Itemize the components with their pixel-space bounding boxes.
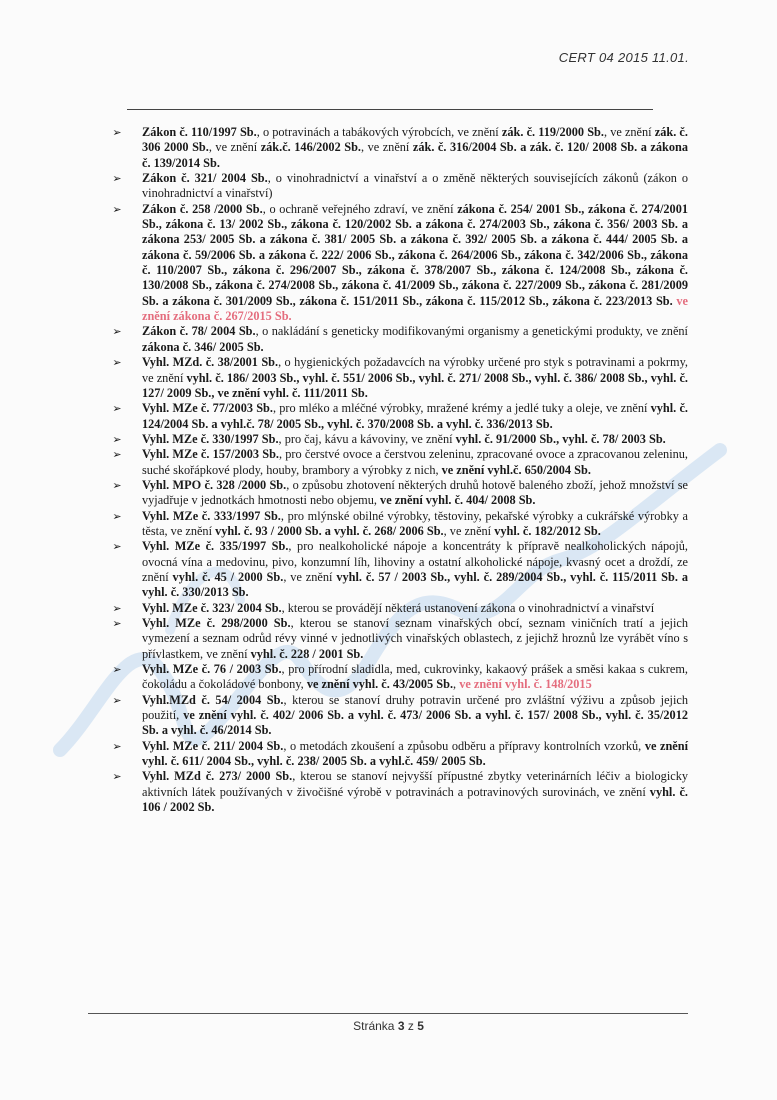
item-text: , kterou se stanoví seznam vinařských obcí, seznam viničních tratí a jejich vymezení a seznam odrůd révy vinné v jednotlivých vinařských oblastech, z jejichž hroznů lze vyrábět víno s přívlastkem, ve znění xyxy=(142,616,688,661)
highlighted-amendment: ve znění vyhl. č. 148/2015 xyxy=(459,677,592,692)
item-text: , o nakládání s geneticky modifikovanými organismy a genetickými produkty, ve znění xyxy=(255,324,688,339)
item-text: vyhl. č. 106 / 2002 Sb. xyxy=(142,784,689,815)
arrow-bullet-icon: ➢ xyxy=(112,770,122,784)
item-text: Vyhl. MPO č. 328 /2000 Sb. xyxy=(142,477,287,492)
item-text: , xyxy=(453,677,460,692)
arrow-bullet-icon: ➢ xyxy=(112,663,122,677)
list-item xyxy=(110,401,688,432)
item-text: , o metodách zkoušení a způsobu odběru a přípravy kontrolních vzorků, xyxy=(283,738,645,753)
item-text: , pro přírodní sladidla, med, cukrovinky, kakaový prášek a směsi kakaa s cukrem, čokoládu a čokoládové bonbony, xyxy=(142,662,688,692)
item-text: Vyhl. MZe č. 333/1997 Sb. xyxy=(142,508,281,523)
item-text: , ve znění xyxy=(208,140,261,155)
item-text: vyhl. č. 93 / 2000 Sb. a vyhl. č. 268/ 2006 Sb. xyxy=(215,523,444,538)
item-text: Zákon č. 321/ 2004 Sb. xyxy=(142,171,268,186)
list-item xyxy=(110,324,688,355)
list-item xyxy=(110,601,688,616)
item-text: vyhl. č. 45 / 2000 Sb. xyxy=(172,569,284,584)
highlighted-amendment: ve znění zákona č. 267/2015 Sb. xyxy=(142,293,688,324)
item-text: , pro čerstvé ovoce a čerstvou zeleninu, zpracované ovoce a zpracovanou zeleninu, suché skořápkové plody, houby, brambory a výrobky z nich, xyxy=(142,447,688,477)
item-text: Vyhl. MZe č. 330/1997 Sb. xyxy=(142,431,279,446)
list-item xyxy=(110,202,688,325)
item-text: , ve znění xyxy=(283,569,337,584)
arrow-bullet-icon: ➢ xyxy=(112,739,122,753)
arrow-bullet-icon: ➢ xyxy=(112,432,122,446)
item-text: ve znění vyhl. č. 43/2005 Sb. xyxy=(306,677,454,692)
arrow-bullet-icon: ➢ xyxy=(112,402,122,416)
arrow-bullet-icon: ➢ xyxy=(112,617,122,630)
item-text: vyhl. č. 182/2012 Sb. xyxy=(494,523,601,538)
list-item xyxy=(110,171,688,202)
arrow-bullet-icon: ➢ xyxy=(112,478,122,492)
item-text: , kterou se stanoví druhy potravin určené pro zvláštní výživu a způsob jejich použití, xyxy=(142,692,688,723)
page-separator: z xyxy=(407,1019,414,1033)
list-item xyxy=(110,616,688,662)
item-text: vyhl. č. 91/2000 Sb., vyhl. č. 78/ 2003 Sb. xyxy=(455,431,666,446)
item-text: , o hygienických požadavcích na výrobky určené pro styk s potravinami a pokrmy, ve znění xyxy=(142,355,689,385)
item-text: , ve znění xyxy=(443,523,495,538)
item-text: zák.č. 146/2002 Sb. xyxy=(260,140,361,155)
arrow-bullet-icon: ➢ xyxy=(112,540,122,554)
item-text: vyhl. č. 57 / 2003 Sb., vyhl. č. 289/2004 Sb., vyhl. č. 115/2011 Sb. a vyhl. č. 330/2013 Sb. xyxy=(142,569,688,600)
arrow-bullet-icon: ➢ xyxy=(112,172,122,186)
item-text: Vyhl. MZe č. 323/ 2004 Sb. xyxy=(142,600,282,615)
item-text: , pro nealkoholické nápoje a koncentráty k přípravě nealkoholických nápojů, ovocná vína a medovinu, pivo, konzumní líh, lihoviny a ostatní alkoholické nápoje, kvasný ocet a droždí, ze znění xyxy=(142,539,688,584)
item-text: Vyhl. MZe č. 76 / 2003 Sb. xyxy=(142,662,282,677)
legislation-list xyxy=(110,125,688,815)
list-item xyxy=(110,693,688,739)
arrow-bullet-icon: ➢ xyxy=(112,126,122,139)
item-text: Zákon č. 78/ 2004 Sb. xyxy=(142,324,256,339)
page-footer xyxy=(0,1019,777,1033)
header-rule xyxy=(127,109,653,110)
item-text: ve znění vyhl. č. 611/ 2004 Sb., vyhl. č. 238/ 2005 Sb. a vyhl.č. 459/ 2005 Sb. xyxy=(142,738,689,769)
item-text: zák. č. 119/2000 Sb. xyxy=(501,125,604,139)
item-text: , kterou se provádějí některá ustanovení zákona o vinohradnictví a vinařství xyxy=(281,600,655,615)
item-text: Zákon č. 110/1997 Sb. xyxy=(142,125,257,139)
item-text: vyhl. č. 228 / 2001 Sb. xyxy=(250,646,364,661)
document-code: CERT 04 2015 11.01. xyxy=(558,50,689,65)
arrow-bullet-icon: ➢ xyxy=(112,356,122,370)
item-text: ve znění vyhl.č. 650/2004 Sb. xyxy=(441,462,591,477)
item-text: , o způsobu zhotovení některých druhů hotově baleného zboží, jehož množství se vyjadřuje v jednotkách hmotnosti nebo objemu, xyxy=(142,477,688,508)
item-text: Vyhl. MZe č. 211/ 2004 Sb. xyxy=(142,738,284,753)
item-text: , ve znění xyxy=(603,125,655,139)
item-text: , pro čaj, kávu a kávoviny, ve znění xyxy=(278,431,456,446)
list-item xyxy=(110,432,688,447)
list-item xyxy=(110,769,688,815)
item-text: ve znění vyhl. č. 404/ 2008 Sb. xyxy=(380,493,536,508)
item-text: vyhl. č. 186/ 2003 Sb., vyhl. č. 551/ 2006 Sb., vyhl. č. 271/ 2008 Sb., vyhl. č. 386/ 2008 Sb., vyhl. č. 127/ 2009 Sb., ve znění vyhl. č. 111/2011 Sb. xyxy=(142,370,688,400)
arrow-bullet-icon: ➢ xyxy=(112,509,122,523)
item-text: , o vinohradnictví a vinařství a o změně některých souvisejících zákonů (zákon o vinohradnictví a vinařství) xyxy=(142,171,689,201)
arrow-bullet-icon: ➢ xyxy=(112,693,122,707)
arrow-bullet-icon: ➢ xyxy=(112,325,122,339)
item-text: Vyhl. MZe č. 335/1997 Sb. xyxy=(142,539,289,554)
item-text: zák. č. 306 2000 Sb. xyxy=(142,125,688,155)
item-text: , pro mléko a mléčné výrobky, mražené krémy a jedlé tuky a oleje, ve znění xyxy=(272,401,651,416)
list-item xyxy=(110,509,688,540)
item-text: , kterou se stanoví nejvyšší přípustné zbytky veterinárních léčiv a biologicky aktivních látek používaných v živočišné výrobě v potravinách a potravinových surovinách, ve znění xyxy=(142,769,688,799)
item-text: Zákon č. 258 /2000 Sb. xyxy=(142,201,263,216)
item-text: Vyhl. MZd č. 273/ 2000 Sb. xyxy=(142,769,293,784)
arrow-bullet-icon: ➢ xyxy=(112,448,122,462)
page-label: Stránka xyxy=(353,1019,395,1033)
item-text: , o ochraně veřejného zdraví, ve znění xyxy=(262,201,458,216)
item-text: zákona č. 254/ 2001 Sb., zákona č. 274/2001 Sb., zákona č. 13/ 2002 Sb., zákona č. 120/2002 Sb. a zákona č. 274/2003 Sb., zákona č. 356/ 2003 Sb. a zákona 253/ 2005 Sb. a zákona č. 381/ 2005 Sb. a zákona č. 392/ 2005 Sb. a zákona č. 444/ 2005 Sb. a zákona č. 59/2006 Sb. a zákona č. 222/ 2006 Sb., zákona č. 264/2006 Sb., zákona č. 342/2006 Sb., zákona č. 110/2007 Sb., zákona č. 296/2007 Sb., zákona č. 378/2007 Sb., zákona č. 124/2008 Sb., zákona č. 130/2008 Sb., zákona č. 274/2008 Sb., zákona č. 41/2009 Sb., zákona č. 227/2009 Sb., zákona č. 281/2009 Sb. a zákona č. 301/2009 Sb., zákona č. 151/2011 Sb., zákona č. 115/2012 Sb., zákona č. 223/2013 Sb. xyxy=(142,201,688,308)
item-text: Vyhl. MZd. č. 38/2001 Sb. xyxy=(142,355,279,370)
item-text: , o potravinách a tabákových výrobcích, ve znění xyxy=(256,125,502,139)
page-total: 5 xyxy=(417,1019,424,1033)
item-text: , ve znění xyxy=(361,140,413,155)
item-text: Vyhl. MZe č. 77/2003 Sb. xyxy=(142,401,273,416)
list-item xyxy=(110,125,688,171)
arrow-bullet-icon: ➢ xyxy=(112,601,122,615)
list-item xyxy=(110,478,688,509)
list-item xyxy=(110,355,688,401)
item-text: , pro mlýnské obilné výrobky, těstoviny, pekařské výrobky a cukrářské výrobky a těsta, ve znění xyxy=(142,508,688,538)
list-item xyxy=(110,539,688,600)
arrow-bullet-icon: ➢ xyxy=(112,202,122,216)
item-text: Vyhl. MZe č. 157/2003 Sb. xyxy=(142,447,280,462)
item-text: vyhl. č. 124/2004 Sb. a vyhl.č. 78/ 2005 Sb., vyhl. č. 370/2008 Sb. a vyhl. č. 336/2013 Sb. xyxy=(142,401,689,431)
footer-rule xyxy=(88,1013,688,1014)
item-text: ve znění vyhl. č. 402/ 2006 Sb. a vyhl. č. 473/ 2006 Sb. a vyhl. č. 157/ 2008 Sb., vyhl. č. 35/2012 Sb. a vyhl. č. 46/2014 Sb. xyxy=(142,708,688,738)
item-text: zákona č. 346/ 2005 Sb. xyxy=(142,339,264,354)
list-item xyxy=(110,662,688,693)
list-item xyxy=(110,739,688,770)
item-text: zák. č. 316/2004 Sb. a zák. č. 120/ 2008 Sb. a zákona č. 139/2014 Sb. xyxy=(142,140,688,170)
page-number: 3 xyxy=(397,1019,405,1033)
item-text: Vyhl.MZd č. 54/ 2004 Sb. xyxy=(142,692,284,707)
item-text: Vyhl. MZe č. 298/2000 Sb. xyxy=(142,616,291,630)
list-item xyxy=(110,447,688,478)
